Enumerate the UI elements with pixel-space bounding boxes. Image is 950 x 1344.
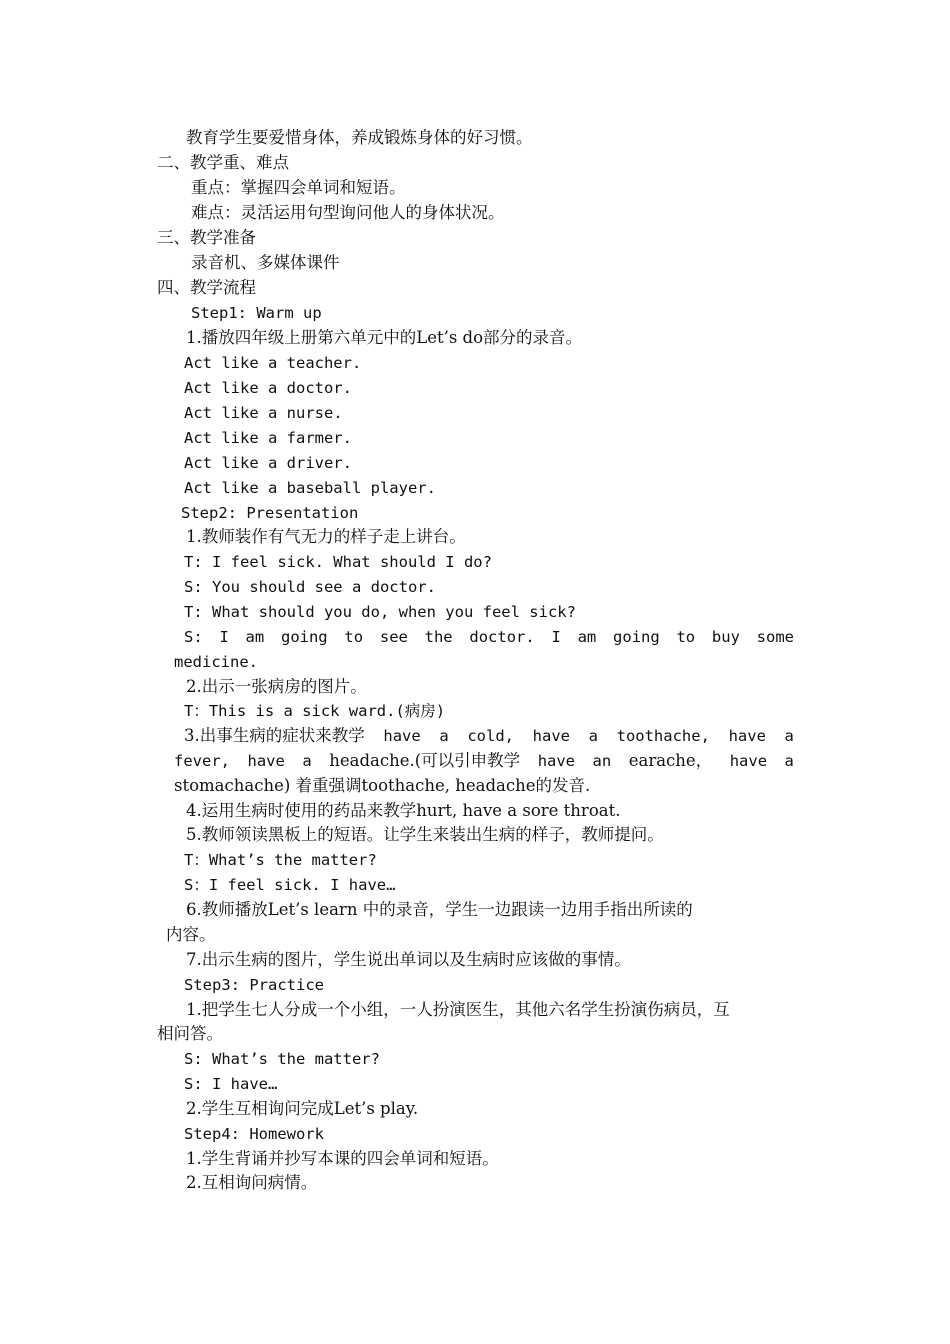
word: some bbox=[756, 628, 794, 646]
step3-heading: Step3: Practice bbox=[184, 976, 324, 994]
procedure-line: 1.学生背诵并抄写本课的四会单词和短语。 bbox=[186, 1149, 499, 1168]
step2-heading: Step2: Presentation bbox=[181, 504, 359, 522]
dialogue-line-continued: medicine. bbox=[174, 653, 258, 671]
word: earache， bbox=[628, 751, 713, 770]
preparation-line: 录音机、多媒体课件 bbox=[191, 253, 340, 272]
dialogue-line: T：This is a sick ward.(病房) bbox=[184, 702, 446, 720]
word: cold, bbox=[467, 727, 515, 745]
word: buy bbox=[711, 628, 740, 646]
procedure-line-continued: 相问答。 bbox=[157, 1024, 223, 1043]
word: going bbox=[613, 628, 660, 646]
procedure-line: 1.教师装作有气无力的样子走上讲台。 bbox=[186, 527, 466, 546]
word: have bbox=[729, 752, 768, 770]
dialogue-line: T: I feel sick. What should I do? bbox=[184, 553, 492, 571]
section-heading-procedure: 四、教学流程 bbox=[157, 278, 256, 297]
procedure-line: 7.出示生病的图片，学生说出单词以及生病时应该做的事情。 bbox=[186, 950, 631, 969]
procedure-line-continued: 内容。 bbox=[166, 925, 216, 944]
word: a bbox=[784, 727, 794, 745]
procedure-line: 2.出示一张病房的图片。 bbox=[186, 677, 367, 696]
word: have bbox=[728, 727, 766, 745]
dialogue-line: S: You should see a doctor. bbox=[184, 578, 436, 596]
dialogue-line: T：What’s the matter? bbox=[184, 851, 377, 869]
step1-heading: Step1: Warm up bbox=[191, 304, 322, 322]
word: am bbox=[577, 628, 597, 646]
dialogue-line: S：I feel sick. I have… bbox=[184, 876, 396, 894]
chant-line: Act like a nurse. bbox=[184, 404, 343, 422]
dialogue-line-justified bbox=[184, 626, 794, 648]
key-point-line: 重点：掌握四会单词和短语。 bbox=[191, 178, 406, 197]
word: headache.(可以引申教学 bbox=[329, 751, 521, 770]
section-heading-key-points: 二、教学重、难点 bbox=[157, 153, 289, 172]
procedure-line-justified bbox=[174, 750, 794, 772]
word: going bbox=[280, 628, 328, 646]
word: doctor. bbox=[469, 628, 535, 646]
dialogue-line: S: I have… bbox=[184, 1075, 278, 1093]
word: am bbox=[245, 628, 265, 646]
procedure-line: 2.互相询问病情。 bbox=[186, 1173, 318, 1192]
chant-line: Act like a driver. bbox=[184, 454, 352, 472]
word: an bbox=[592, 752, 612, 770]
chant-line: Act like a doctor. bbox=[184, 379, 352, 397]
word: have bbox=[537, 752, 576, 770]
procedure-line-continued: stomachache) 着重强调toothache, headache的发音. bbox=[174, 776, 591, 795]
word: to bbox=[344, 628, 364, 646]
dialogue-line: T: What should you do, when you feel sick? bbox=[184, 603, 576, 621]
dialogue-line: S: What’s the matter? bbox=[184, 1050, 380, 1068]
word: the bbox=[424, 628, 453, 646]
word: a bbox=[588, 727, 598, 745]
word: see bbox=[379, 628, 408, 646]
word: 3.出事生病的症状来教学 bbox=[184, 726, 365, 745]
objective-line: 教育学生要爱惜身体，养成锻炼身体的好习惯。 bbox=[186, 128, 533, 147]
chant-line: Act like a farmer. bbox=[184, 429, 352, 447]
word: a bbox=[439, 727, 449, 745]
procedure-line: 2.学生互相询问完成Let’s play. bbox=[186, 1099, 419, 1118]
word: have bbox=[247, 752, 285, 770]
procedure-line: 6.教师播放Let’s learn 中的录音，学生一边跟读一边用手指出所读的 bbox=[186, 900, 693, 919]
word: have bbox=[532, 727, 570, 745]
word: I bbox=[551, 628, 561, 646]
word: I bbox=[219, 628, 229, 646]
chant-line: Act like a baseball player. bbox=[184, 479, 436, 497]
word: have bbox=[383, 727, 421, 745]
word: S: bbox=[184, 628, 203, 646]
difficult-point-line: 难点：灵活运用句型询问他人的身体状况。 bbox=[191, 203, 505, 222]
chant-line: Act like a teacher. bbox=[184, 354, 362, 372]
procedure-line-justified bbox=[184, 725, 794, 747]
section-heading-preparation: 三、教学准备 bbox=[157, 228, 256, 247]
word: toothache, bbox=[616, 727, 710, 745]
word: a bbox=[302, 752, 312, 770]
procedure-line: 1.把学生七人分成一个小组，一人扮演医生，其他六名学生扮演伤病员，互 bbox=[186, 1000, 730, 1019]
procedure-line: 5.教师领读黑板上的短语。让学生来装出生病的样子，教师提问。 bbox=[186, 825, 664, 844]
word: a bbox=[784, 752, 794, 770]
procedure-line: 4.运用生病时使用的药品来教学hurt, have a sore throat. bbox=[186, 801, 621, 820]
word: to bbox=[676, 628, 696, 646]
procedure-line: 1.播放四年级上册第六单元中的Let’s do部分的录音。 bbox=[186, 328, 583, 347]
step4-heading: Step4: Homework bbox=[184, 1125, 324, 1143]
word: fever, bbox=[174, 752, 230, 770]
